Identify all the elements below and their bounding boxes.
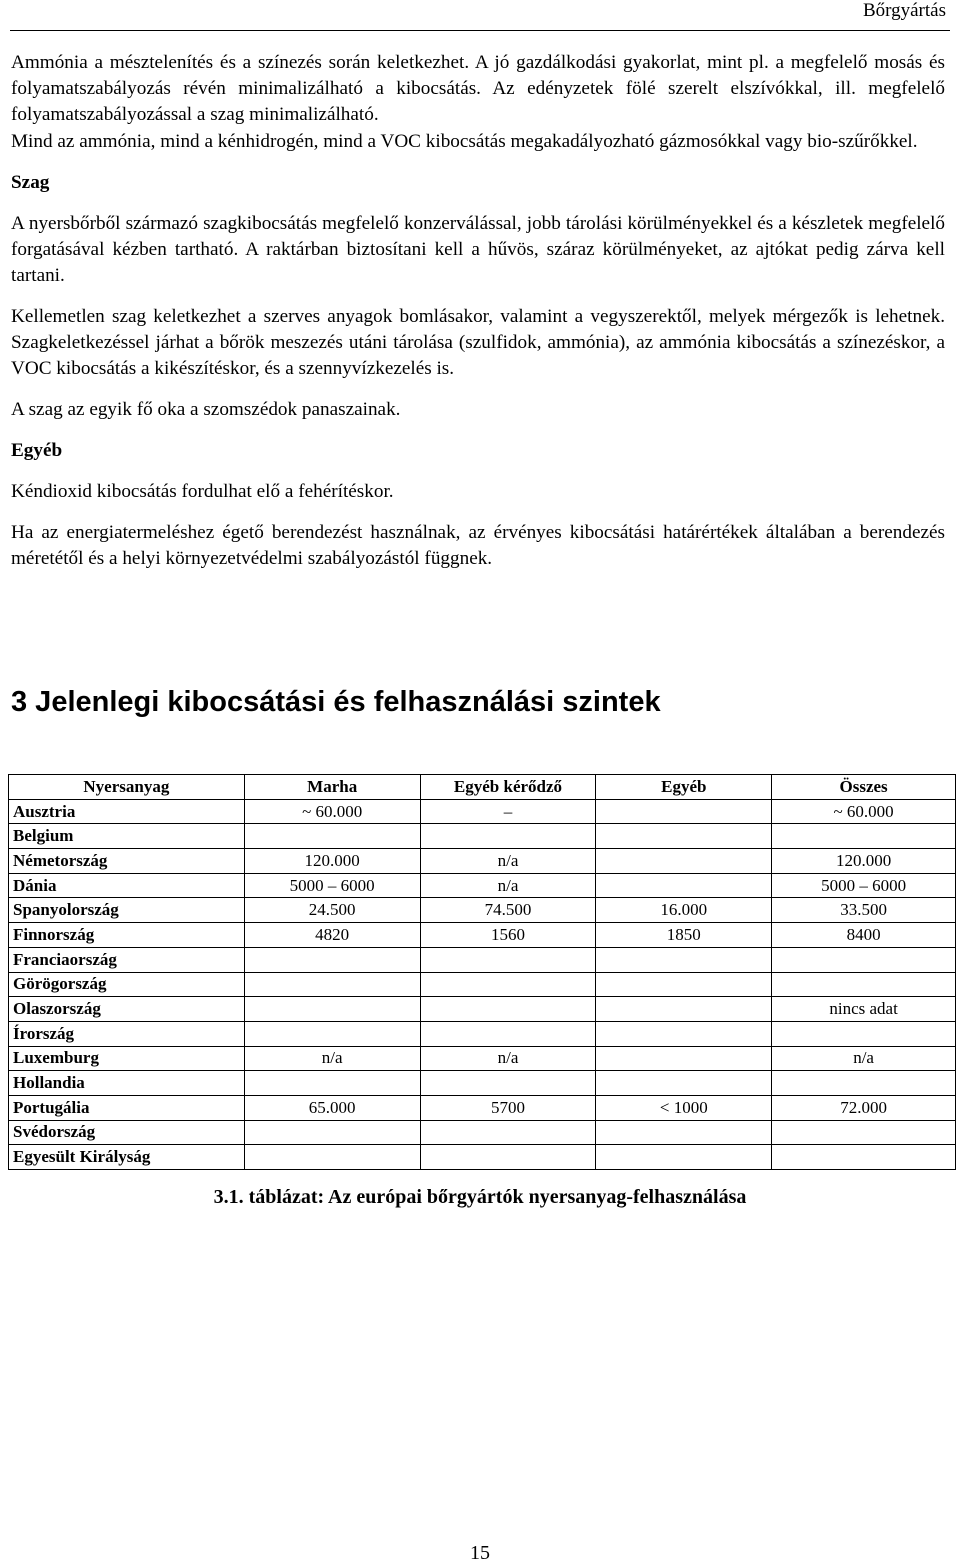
country-cell: Olaszország bbox=[9, 997, 245, 1022]
table-row bbox=[9, 972, 956, 997]
table-row bbox=[9, 1071, 956, 1096]
value-cell: 33.500 bbox=[772, 898, 956, 923]
paragraph-ammonia: Ammónia a mésztelenítés és a színezés során keletkezhet. A jó gazdálkodási gyakorlat, mint pl. a megfelelő mosás és folyamatszabályozás révén minimalizálható a kibocsátás. Az edényzetek fölé szerelt elszívókkal, ill. megfelelő folyamatszabályozással a szag minimalizálható. bbox=[11, 52, 945, 125]
header-rule bbox=[10, 30, 950, 31]
value-cell: 65.000 bbox=[244, 1095, 420, 1120]
value-cell bbox=[596, 873, 772, 898]
value-cell bbox=[772, 1120, 956, 1145]
table-row bbox=[9, 947, 956, 972]
value-cell: 24.500 bbox=[244, 898, 420, 923]
column-header: Egyéb kérődző bbox=[420, 775, 596, 800]
value-cell: nincs adat bbox=[772, 997, 956, 1022]
paragraph-energy-limits: Ha az energiatermeléshez égető berendezést használnak, az érvényes kibocsátási határértékek általában a berendezés méretétől és a helyi környezetvédelmi szabályozástól függnek. bbox=[11, 522, 945, 569]
country-cell: Hollandia bbox=[9, 1071, 245, 1096]
value-cell bbox=[420, 947, 596, 972]
paragraph-complaints: A szag az egyik fő oka a szomszédok panaszainak. bbox=[11, 399, 401, 420]
value-cell bbox=[244, 972, 420, 997]
value-cell bbox=[772, 947, 956, 972]
country-cell: Ausztria bbox=[9, 799, 245, 824]
country-cell: Egyesült Királyság bbox=[9, 1145, 245, 1170]
value-cell: 74.500 bbox=[420, 898, 596, 923]
column-header: Nyersanyag bbox=[9, 775, 245, 800]
value-cell bbox=[244, 1120, 420, 1145]
table-row bbox=[9, 799, 956, 824]
table-row bbox=[9, 1095, 956, 1120]
value-cell bbox=[420, 824, 596, 849]
value-cell: 5000 – 6000 bbox=[772, 873, 956, 898]
value-cell bbox=[244, 1071, 420, 1096]
value-cell bbox=[596, 997, 772, 1022]
value-cell bbox=[244, 1145, 420, 1170]
country-cell: Finnország bbox=[9, 923, 245, 948]
value-cell bbox=[772, 972, 956, 997]
value-cell bbox=[420, 997, 596, 1022]
raw-material-table bbox=[8, 774, 956, 1170]
value-cell: 1560 bbox=[420, 923, 596, 948]
value-cell bbox=[596, 799, 772, 824]
country-cell: Svédország bbox=[9, 1120, 245, 1145]
value-cell: 5700 bbox=[420, 1095, 596, 1120]
value-cell: n/a bbox=[420, 849, 596, 874]
value-cell: 16.000 bbox=[596, 898, 772, 923]
table-header-row bbox=[9, 775, 956, 800]
value-cell: 120.000 bbox=[244, 849, 420, 874]
value-cell bbox=[244, 824, 420, 849]
value-cell bbox=[420, 1021, 596, 1046]
value-cell bbox=[596, 947, 772, 972]
page-number: 15 bbox=[470, 1542, 490, 1564]
value-cell bbox=[772, 1021, 956, 1046]
value-cell bbox=[244, 947, 420, 972]
value-cell bbox=[772, 1145, 956, 1170]
country-cell: Írország bbox=[9, 1021, 245, 1046]
value-cell: 120.000 bbox=[772, 849, 956, 874]
column-header: Egyéb bbox=[596, 775, 772, 800]
section-heading: 3 Jelenlegi kibocsátási és felhasználási szintek bbox=[11, 686, 661, 718]
value-cell: ~ 60.000 bbox=[772, 799, 956, 824]
value-cell bbox=[420, 1145, 596, 1170]
subheading-szag: Szag bbox=[11, 172, 50, 193]
country-cell: Dánia bbox=[9, 873, 245, 898]
paragraph-odour-sources: Kellemetlen szag keletkezhet a szerves anyagok bomlásakor, valamint a vegyszerektől, melyek mérgezők is lehetnek. Szagkeletkezéssel járhat a bőrök meszezés utáni tárolása (szulfidok, ammónia), az ammónia kibocsátás a színezéskor, a VOC kibocsátás a kikészítéskor, és a szennyvízkezelés is. bbox=[11, 306, 945, 379]
value-cell: n/a bbox=[420, 873, 596, 898]
value-cell bbox=[244, 1021, 420, 1046]
paragraph-sulfur-dioxide: Kéndioxid kibocsátás fordulhat elő a fehérítéskor. bbox=[11, 481, 394, 502]
value-cell: n/a bbox=[772, 1046, 956, 1071]
table-caption: 3.1. táblázat: Az európai bőrgyártók nyersanyag-felhasználása bbox=[213, 1186, 747, 1208]
value-cell: 4820 bbox=[244, 923, 420, 948]
column-header: Összes bbox=[772, 775, 956, 800]
subheading-egyeb: Egyéb bbox=[11, 440, 63, 461]
table-row bbox=[9, 1120, 956, 1145]
value-cell bbox=[596, 1046, 772, 1071]
country-cell: Görögország bbox=[9, 972, 245, 997]
table-row bbox=[9, 923, 956, 948]
value-cell bbox=[596, 849, 772, 874]
country-cell: Spanyolország bbox=[9, 898, 245, 923]
body-text bbox=[11, 50, 945, 587]
value-cell: ~ 60.000 bbox=[244, 799, 420, 824]
value-cell: – bbox=[420, 799, 596, 824]
value-cell: 8400 bbox=[772, 923, 956, 948]
table-row bbox=[9, 997, 956, 1022]
value-cell: 1850 bbox=[596, 923, 772, 948]
table-row bbox=[9, 849, 956, 874]
table-row bbox=[9, 824, 956, 849]
value-cell bbox=[772, 1071, 956, 1096]
value-cell: 5000 – 6000 bbox=[244, 873, 420, 898]
value-cell bbox=[420, 1071, 596, 1096]
country-cell: Németország bbox=[9, 849, 245, 874]
value-cell bbox=[244, 997, 420, 1022]
value-cell bbox=[596, 972, 772, 997]
value-cell bbox=[596, 1120, 772, 1145]
value-cell bbox=[596, 824, 772, 849]
country-cell: Belgium bbox=[9, 824, 245, 849]
value-cell bbox=[420, 1120, 596, 1145]
column-header: Marha bbox=[244, 775, 420, 800]
value-cell: n/a bbox=[420, 1046, 596, 1071]
value-cell bbox=[420, 972, 596, 997]
table-row bbox=[9, 873, 956, 898]
header-title: Bőrgyártás bbox=[862, 0, 946, 21]
value-cell bbox=[596, 1145, 772, 1170]
paragraph-gas-scrubbers: Mind az ammónia, mind a kénhidrogén, mind a VOC kibocsátás megakadályozható gázmosókkal vagy bio-szűrőkkel. bbox=[11, 131, 918, 152]
paragraph-raw-hide-odour: A nyersbőrből származó szagkibocsátás megfelelő konzerválással, jobb tárolási körülményekkel és a készletek megfelelő forgatásával kézben tartható. A raktárban biztosítani kell a hűvös, száraz körülményeket, az ajtókat pedig zárva kell tartani. bbox=[11, 213, 945, 286]
country-cell: Franciaország bbox=[9, 947, 245, 972]
table-row bbox=[9, 1046, 956, 1071]
value-cell: n/a bbox=[244, 1046, 420, 1071]
table-row bbox=[9, 898, 956, 923]
table-row bbox=[9, 1145, 956, 1170]
table-row bbox=[9, 1021, 956, 1046]
value-cell: < 1000 bbox=[596, 1095, 772, 1120]
value-cell bbox=[596, 1021, 772, 1046]
value-cell: 72.000 bbox=[772, 1095, 956, 1120]
value-cell bbox=[772, 824, 956, 849]
value-cell bbox=[596, 1071, 772, 1096]
country-cell: Luxemburg bbox=[9, 1046, 245, 1071]
country-cell: Portugália bbox=[9, 1095, 245, 1120]
